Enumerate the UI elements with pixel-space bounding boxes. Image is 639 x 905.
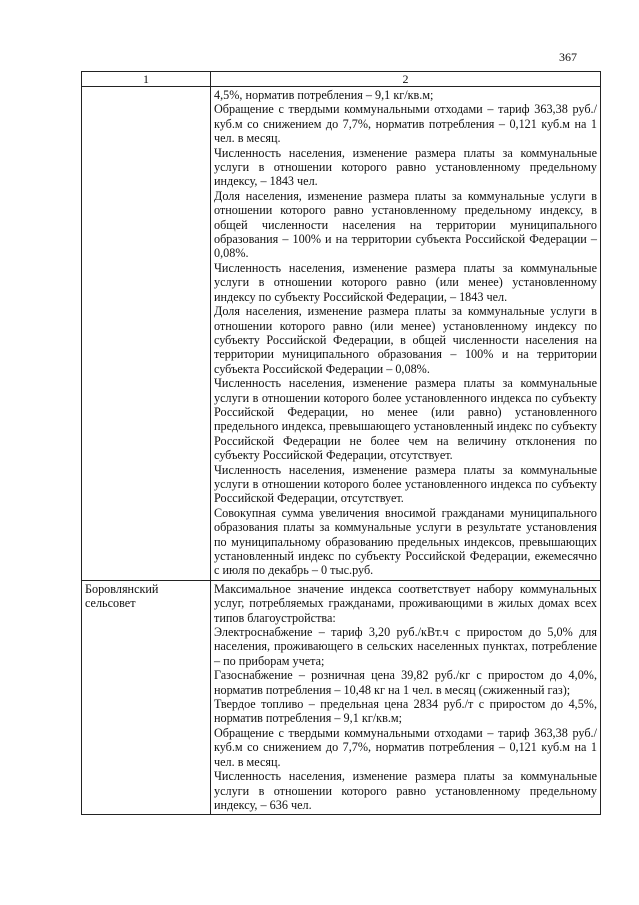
paragraph: Обращение с твердыми коммунальными отходами – тариф 363,38 руб./куб.м со снижением до 7,7%, норматив потребления – 0,121 куб.м на 1 чел. в месяц. — [214, 725, 597, 769]
description-cell — [211, 87, 601, 581]
paragraph: Совокупная сумма увеличения вносимой гражданами муниципального образования платы за коммунальные услуги в результате установления по муниципальному образованию предельных индексов, превышающих установленный индекс по субъекту Российской Федерации, ежемесячно с июля по декабрь – 0 тыс.руб. — [214, 505, 597, 578]
paragraph: Доля населения, изменение размера платы за коммунальные услуги в отношении которого равно (или менее) установленному индексу по субъекту Российской Федерации, в общей численности населения на территории муниципального образования – 100% и на территории субъекта Российской Федерации – 0,08%. — [214, 304, 597, 376]
column-header-2: 2 — [211, 72, 601, 87]
paragraph: Электроснабжение – тариф 3,20 руб./кВт.ч с приростом до 5,0% для населения, проживающего в сельских населенных пунктах, потребление – по приборам учета; — [214, 625, 597, 668]
municipality-name-cell: Боровлянский сельсовет — [82, 580, 211, 815]
paragraph: Доля населения, изменение размера платы за коммунальные услуги в отношении которого равно установленному предельному индексу, в общей численности населения на территории муниципального образования – 100% и на территории субъекта Российской Федерации – 0,08%. — [214, 188, 597, 261]
page-number: 367 — [559, 50, 577, 64]
paragraph: Обращение с твердыми коммунальными отходами – тариф 363,38 руб./куб.м со снижением до 7,7%, норматив потребления – 0,121 куб.м на 1 чел. в месяц. — [214, 102, 597, 146]
description-cell — [211, 580, 601, 815]
paragraph: 4,5%, норматив потребления – 9,1 кг/кв.м; — [214, 88, 434, 102]
paragraph: Численность населения, изменение размера платы за коммунальные услуги в отношении которого равно установленному предельному индексу, – 636 чел. — [214, 769, 597, 812]
paragraph: Численность населения, изменение размера платы за коммунальные услуги в отношении которого более установленного индекса по субъекту Российской Федерации, отсутствует. — [214, 462, 597, 506]
table-row — [82, 87, 601, 581]
tariff-table — [81, 71, 601, 815]
paragraph: Численность населения, изменение размера платы за коммунальные услуги в отношении которого равно установленному предельному индексу, – 1843 чел. — [214, 145, 597, 189]
column-header-1: 1 — [82, 72, 211, 87]
table-header-row — [82, 72, 601, 87]
paragraph: Газоснабжение – розничная цена 39,82 руб./кг с приростом до 4,0%, норматив потребления – 10,48 кг на 1 чел. в месяц (сжиженный газ); — [214, 668, 597, 697]
municipality-name-cell — [82, 87, 211, 581]
paragraph: Численность населения, изменение размера платы за коммунальные услуги в отношении которого равно (или менее) установленному индексу по субъекту Российской Федерации, – 1843 чел. — [214, 260, 597, 304]
table-row — [82, 580, 601, 815]
paragraph: Численность населения, изменение размера платы за коммунальные услуги в отношении которого более установленного индекса по субъекту Российской Федерации, но менее (или равно) установленного предельного индекса, превышающего установленный индекс по субъекту Российской Федерации не более чем на величину отклонения по субъекту Российской Федерации, отсутствует. — [214, 376, 597, 463]
paragraph: Максимальное значение индекса соответствует набору коммунальных услуг, потребляемых гражданами, проживающими в жилых домах всех типов благоустройства: — [214, 581, 597, 625]
paragraph: Твердое топливо – предельная цена 2834 руб./т с приростом до 4,5%, норматив потребления – 9,1 кг/кв.м; — [214, 697, 597, 726]
